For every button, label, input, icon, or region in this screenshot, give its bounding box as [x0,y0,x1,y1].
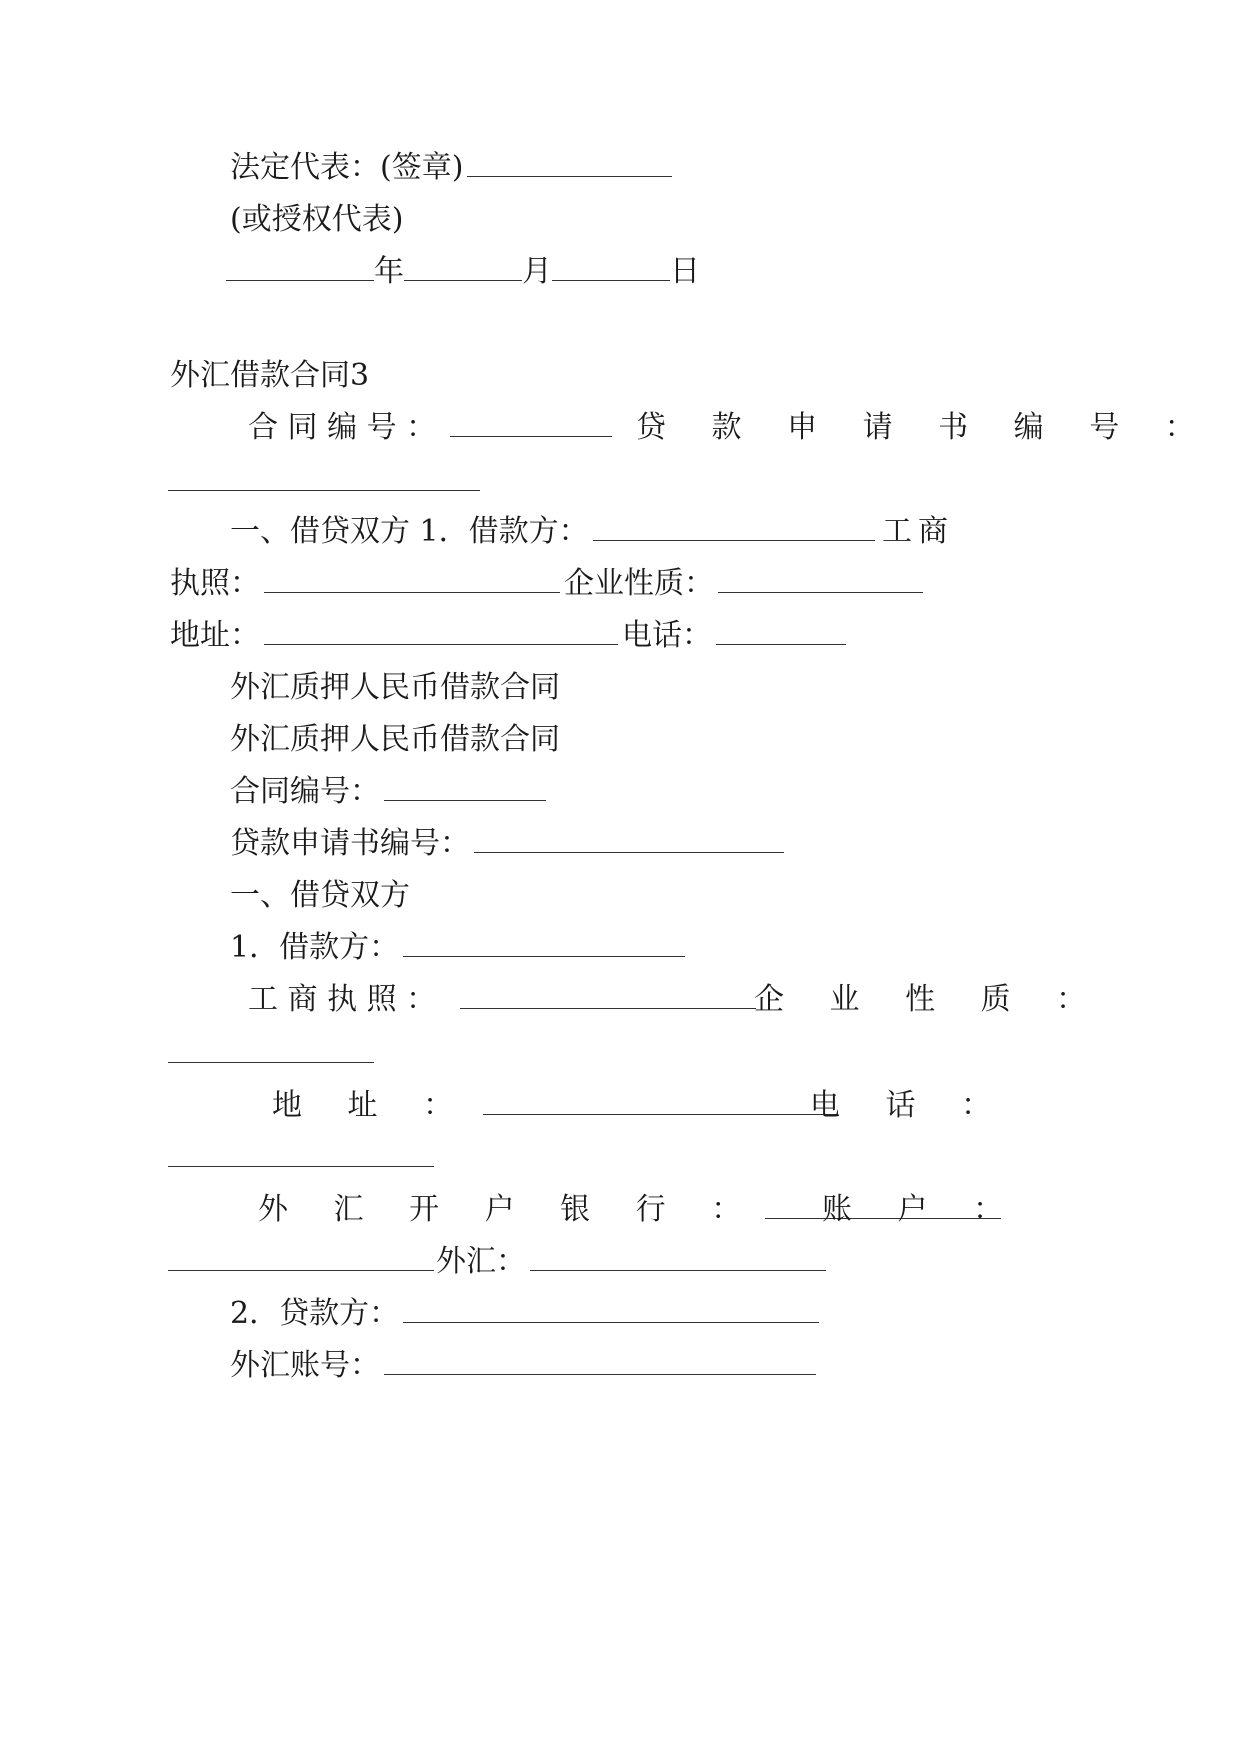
pledge-nature-label: 企 业 性 质 ： [754,982,1105,1017]
pledge-address-line [272,1086,841,1126]
pledge-address-label: 地 址 ： [272,1088,472,1123]
pledge-forex-account-label: 外汇账号： [230,1348,380,1383]
parties-heading-line [230,512,879,552]
year-label: 年 [374,254,404,289]
pledge-forex-blank[interactable] [530,1266,826,1271]
address-line [170,616,850,656]
pledge-forex-account-line [230,1346,820,1386]
license-line [170,564,927,604]
contract-no-blank[interactable] [450,432,612,437]
pledge-contract-no-blank[interactable] [384,796,546,801]
pledge-borrower-blank[interactable] [403,952,685,957]
pledge-license-label: 工 商 执 照 ： [248,982,437,1017]
year-blank[interactable] [226,276,374,281]
pledge-phone-line [810,1086,1009,1126]
address-label: 地址： [170,618,260,653]
legal-rep-label: 法定代表：(签章) [230,150,464,185]
pledge-contract-no-line [230,772,550,812]
application-no-line [636,408,1213,448]
legal-rep-blank[interactable] [467,172,672,177]
borrower-blank[interactable] [593,536,875,541]
pledge-forex-account-blank[interactable] [384,1370,816,1375]
pledge-phone-blank[interactable] [168,1166,434,1167]
license-blank[interactable] [264,588,560,593]
pledge-title-1: 外汇质押人民币借款合同 [230,670,560,705]
application-no-label: 贷 款 申 请 书 编 号 ： [636,410,1213,445]
legal-rep-line [230,148,676,188]
pledge-borrower-line [230,928,689,968]
month-blank[interactable] [404,276,522,281]
license-prefix: 工商 [882,514,954,549]
pledge-borrower-label: 1．借款方： [230,930,400,965]
contract-no-label: 合 同 编 号 ： [248,410,437,445]
pledge-title-2: 外汇质押人民币借款合同 [230,722,560,757]
license-suffix: 执照： [170,566,260,601]
pledge-license-blank[interactable] [460,1004,756,1009]
nature-blank[interactable] [718,588,923,593]
pledge-lender-line [230,1294,823,1334]
pledge-bank-label: 外 汇 开 户 银 行 ： [258,1192,760,1227]
address-blank[interactable] [264,640,618,645]
parties-heading: 一、借贷双方 1．借款方： [230,514,589,549]
authorized-line [230,200,403,240]
pledge-application-no-line [230,824,788,864]
pledge-contract-no-label: 合同编号： [230,774,380,809]
pledge-forex-label: 外汇： [436,1244,526,1279]
phone-label: 电话： [622,618,712,653]
pledge-account-label: 账 户 ： [822,1192,1022,1227]
date-line [226,252,700,292]
contract-no-line [248,408,616,448]
pledge-phone-label: 电 话 ： [810,1088,1010,1123]
pledge-lender-label: 2．贷款方： [230,1296,400,1331]
pledge-nature-blank[interactable] [168,1062,374,1063]
pledge-account-line [822,1190,1021,1230]
pledge-forex-line [168,1242,830,1282]
phone-blank[interactable] [716,640,846,645]
pledge-lender-blank[interactable] [403,1318,819,1323]
nature-label: 企业性质： [564,566,714,601]
section3-title: 外汇借款合同3 [170,358,370,393]
pledge-application-no-label: 贷款申请书编号： [230,826,470,861]
application-no-blank[interactable] [168,490,480,491]
pledge-parties: 一、借贷双方 [230,878,410,913]
pledge-address-blank[interactable] [483,1110,837,1115]
pledge-application-no-blank[interactable] [474,848,784,853]
pledge-account-blank[interactable] [168,1266,434,1271]
pledge-nature-line [754,980,1104,1020]
authorized-label: (或授权代表) [230,202,404,237]
day-label: 日 [670,254,700,289]
day-blank[interactable] [552,276,670,281]
month-label: 月 [522,254,552,289]
pledge-license-line [248,980,760,1020]
